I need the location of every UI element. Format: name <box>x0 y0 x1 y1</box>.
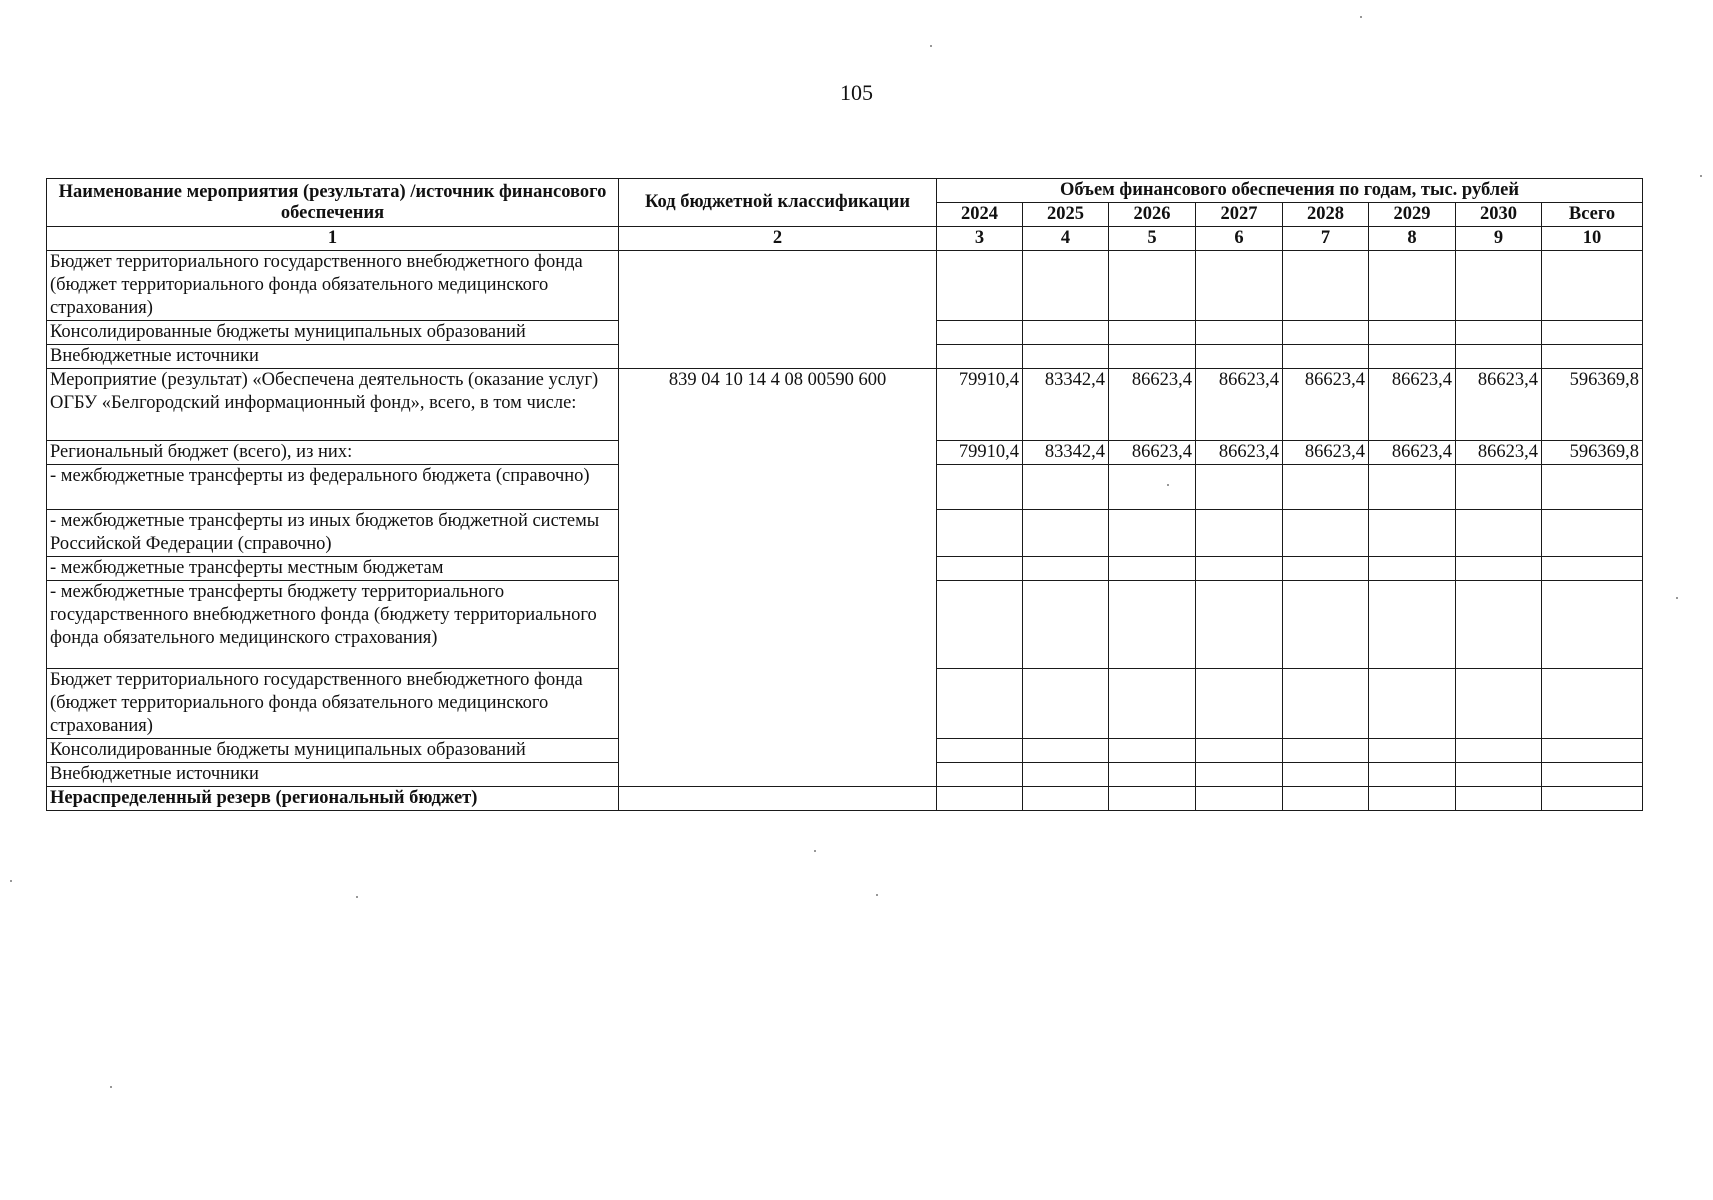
year-value-cell <box>1283 465 1369 510</box>
scan-speck <box>110 1086 112 1088</box>
total-value-cell <box>1542 557 1643 581</box>
year-value-cell <box>1196 465 1283 510</box>
year-value-cell <box>1369 787 1456 811</box>
year-value-cell: 86623,4 <box>1283 369 1369 441</box>
total-value-cell <box>1542 787 1643 811</box>
header-year: 2024 <box>937 203 1023 227</box>
year-value-cell <box>1456 763 1542 787</box>
year-value-cell <box>1456 581 1542 669</box>
year-value-cell <box>1369 669 1456 739</box>
year-value-cell <box>1196 345 1283 369</box>
total-value-cell: 596369,8 <box>1542 369 1643 441</box>
year-value-cell <box>1196 787 1283 811</box>
row-label: Консолидированные бюджеты муниципальных образований <box>47 739 619 763</box>
year-value-cell: 79910,4 <box>937 369 1023 441</box>
year-value-cell: 86623,4 <box>1456 369 1542 441</box>
year-value-cell <box>1023 669 1109 739</box>
header-year: 2025 <box>1023 203 1109 227</box>
year-value-cell <box>1196 321 1283 345</box>
year-value-cell <box>1456 465 1542 510</box>
column-number: 10 <box>1542 227 1643 251</box>
year-value-cell <box>937 763 1023 787</box>
year-value-cell <box>937 581 1023 669</box>
year-value-cell <box>1109 251 1196 321</box>
year-value-cell <box>1456 321 1542 345</box>
year-value-cell <box>1023 321 1109 345</box>
year-value-cell <box>1283 345 1369 369</box>
year-value-cell: 86623,4 <box>1456 441 1542 465</box>
total-value-cell <box>1542 581 1643 669</box>
column-number: 9 <box>1456 227 1542 251</box>
year-value-cell <box>1109 321 1196 345</box>
year-value-cell <box>1196 581 1283 669</box>
year-value-cell <box>1109 669 1196 739</box>
year-value-cell <box>937 465 1023 510</box>
year-value-cell <box>1283 669 1369 739</box>
year-value-cell <box>1196 251 1283 321</box>
row-label: - межбюджетные трансферты из федерального бюджета (справочно) <box>47 465 619 510</box>
year-value-cell <box>1023 251 1109 321</box>
year-value-cell: 86623,4 <box>1109 369 1196 441</box>
year-value-cell <box>1023 345 1109 369</box>
header-name: Наименование мероприятия (результата) /источник финансового обеспечения <box>47 179 619 227</box>
year-value-cell: 86623,4 <box>1369 441 1456 465</box>
year-value-cell <box>1456 510 1542 557</box>
total-value-cell <box>1542 763 1643 787</box>
year-value-cell <box>1283 581 1369 669</box>
row-label: Нераспределенный резерв (региональный бюджет) <box>47 787 619 811</box>
year-value-cell <box>1023 581 1109 669</box>
header-year: 2028 <box>1283 203 1369 227</box>
header-year: 2026 <box>1109 203 1196 227</box>
table-row <box>47 787 1643 811</box>
year-value-cell <box>1283 321 1369 345</box>
scan-speck <box>876 894 878 896</box>
header-total: Всего <box>1542 203 1643 227</box>
total-value-cell <box>1542 739 1643 763</box>
header-code: Код бюджетной классификации <box>619 179 937 227</box>
year-value-cell <box>1456 787 1542 811</box>
year-value-cell: 86623,4 <box>1283 441 1369 465</box>
year-value-cell <box>937 510 1023 557</box>
header-year: 2030 <box>1456 203 1542 227</box>
year-value-cell <box>1196 763 1283 787</box>
row-label: Бюджет территориального государственного внебюджетного фонда (бюджет территориального фонда обязательного медицинского страхования) <box>47 251 619 321</box>
total-value-cell <box>1542 345 1643 369</box>
row-label: Региональный бюджет (всего), из них: <box>47 441 619 465</box>
row-label: Мероприятие (результат) «Обеспечена деятельность (оказание услуг) ОГБУ «Белгородский информационный фонд», всего, в том числе: <box>47 369 619 441</box>
year-value-cell <box>1369 763 1456 787</box>
year-value-cell <box>1456 557 1542 581</box>
year-value-cell <box>937 669 1023 739</box>
scan-speck <box>1360 16 1362 18</box>
year-value-cell: 86623,4 <box>1369 369 1456 441</box>
year-value-cell <box>1109 581 1196 669</box>
year-value-cell <box>1023 739 1109 763</box>
column-number: 2 <box>619 227 937 251</box>
total-value-cell: 596369,8 <box>1542 441 1643 465</box>
year-value-cell: 86623,4 <box>1196 369 1283 441</box>
year-value-cell <box>1283 251 1369 321</box>
year-value-cell <box>1283 763 1369 787</box>
budget-code-cell <box>619 787 937 811</box>
row-label: Внебюджетные источники <box>47 763 619 787</box>
financing-table <box>46 178 1643 811</box>
row-label: Внебюджетные источники <box>47 345 619 369</box>
year-value-cell <box>1109 763 1196 787</box>
year-value-cell <box>1109 557 1196 581</box>
year-value-cell <box>1283 787 1369 811</box>
total-value-cell <box>1542 510 1643 557</box>
year-value-cell <box>1109 787 1196 811</box>
header-year: 2029 <box>1369 203 1456 227</box>
scan-speck <box>356 896 358 898</box>
year-value-cell <box>1109 739 1196 763</box>
year-value-cell <box>1456 251 1542 321</box>
total-value-cell <box>1542 669 1643 739</box>
scan-speck <box>930 45 932 47</box>
year-value-cell <box>1456 739 1542 763</box>
year-value-cell <box>1023 763 1109 787</box>
year-value-cell <box>1369 321 1456 345</box>
year-value-cell <box>1369 251 1456 321</box>
scan-speck <box>1700 175 1702 177</box>
year-value-cell <box>1283 739 1369 763</box>
scan-speck <box>814 850 816 852</box>
year-value-cell <box>1023 557 1109 581</box>
column-number: 6 <box>1196 227 1283 251</box>
budget-code-cell: 839 04 10 14 4 08 00590 600 <box>619 369 937 787</box>
scan-speck <box>1167 484 1169 486</box>
budget-code-cell <box>619 251 937 369</box>
header-volume: Объем финансового обеспечения по годам, тыс. рублей <box>937 179 1643 203</box>
scan-speck <box>10 880 12 882</box>
column-number: 5 <box>1109 227 1196 251</box>
year-value-cell <box>1283 510 1369 557</box>
year-value-cell <box>1023 465 1109 510</box>
year-value-cell <box>937 345 1023 369</box>
year-value-cell <box>1023 510 1109 557</box>
year-value-cell: 86623,4 <box>1109 441 1196 465</box>
row-label: - межбюджетные трансферты из иных бюджетов бюджетной системы Российской Федерации (справочно) <box>47 510 619 557</box>
total-value-cell <box>1542 251 1643 321</box>
header-year: 2027 <box>1196 203 1283 227</box>
year-value-cell <box>1369 510 1456 557</box>
year-value-cell <box>1109 510 1196 557</box>
column-number: 1 <box>47 227 619 251</box>
year-value-cell <box>1283 557 1369 581</box>
year-value-cell <box>1369 557 1456 581</box>
column-number: 8 <box>1369 227 1456 251</box>
year-value-cell <box>1369 739 1456 763</box>
year-value-cell <box>1023 787 1109 811</box>
year-value-cell <box>1456 669 1542 739</box>
year-value-cell <box>1196 510 1283 557</box>
column-number: 7 <box>1283 227 1369 251</box>
column-number: 3 <box>937 227 1023 251</box>
total-value-cell <box>1542 321 1643 345</box>
year-value-cell <box>1369 345 1456 369</box>
year-value-cell <box>1109 345 1196 369</box>
scan-speck <box>1676 597 1678 599</box>
total-value-cell <box>1542 465 1643 510</box>
row-label: - межбюджетные трансферты бюджету территориального государственного внебюджетного фонда (бюджету территориального фонда обязательного медицинского страхования) <box>47 581 619 669</box>
year-value-cell: 83342,4 <box>1023 441 1109 465</box>
year-value-cell <box>937 557 1023 581</box>
year-value-cell <box>1196 557 1283 581</box>
year-value-cell <box>1456 345 1542 369</box>
year-value-cell <box>1369 581 1456 669</box>
year-value-cell: 86623,4 <box>1196 441 1283 465</box>
page-number: 105 <box>840 80 873 105</box>
year-value-cell <box>1369 465 1456 510</box>
year-value-cell: 79910,4 <box>937 441 1023 465</box>
year-value-cell <box>937 787 1023 811</box>
year-value-cell: 83342,4 <box>1023 369 1109 441</box>
row-label: Консолидированные бюджеты муниципальных образований <box>47 321 619 345</box>
year-value-cell <box>937 321 1023 345</box>
year-value-cell <box>1196 669 1283 739</box>
row-label: Бюджет территориального государственного внебюджетного фонда (бюджет территориального фонда обязательного медицинского страхования) <box>47 669 619 739</box>
year-value-cell <box>937 251 1023 321</box>
year-value-cell <box>937 739 1023 763</box>
table-row <box>47 369 1643 441</box>
row-label: - межбюджетные трансферты местным бюджетам <box>47 557 619 581</box>
year-value-cell <box>1196 739 1283 763</box>
column-number: 4 <box>1023 227 1109 251</box>
year-value-cell <box>1109 465 1196 510</box>
table-row <box>47 251 1643 321</box>
